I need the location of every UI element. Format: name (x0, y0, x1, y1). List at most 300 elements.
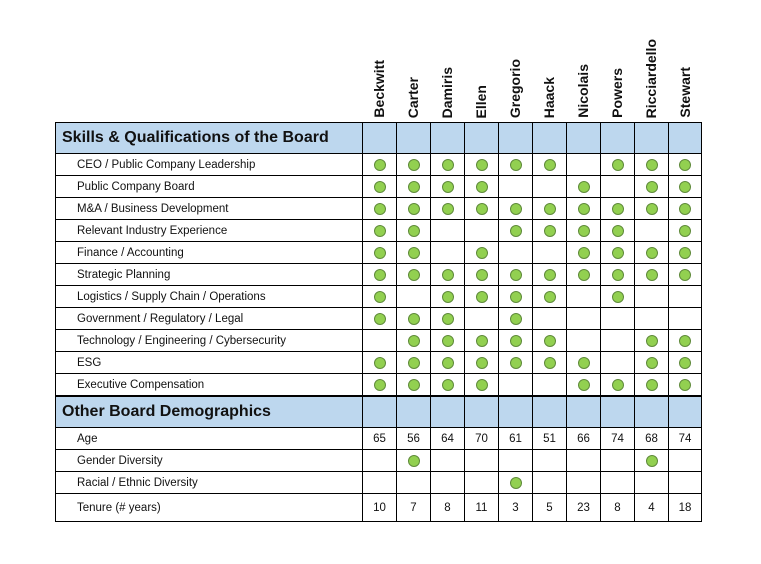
check-dot-icon (442, 269, 454, 281)
matrix-cell (634, 154, 668, 176)
cell-value: 5 (546, 501, 553, 514)
matrix-cell (532, 242, 566, 264)
row-label: Age (55, 428, 362, 450)
check-dot-icon (408, 159, 420, 171)
director-name: Damiris (439, 66, 455, 118)
matrix-cell (396, 198, 430, 220)
matrix-cell (362, 154, 396, 176)
matrix-cell (362, 286, 396, 308)
matrix-cell (362, 494, 396, 522)
matrix-cell (464, 308, 498, 330)
check-dot-icon (510, 313, 522, 325)
check-dot-icon (476, 291, 488, 303)
director-name-header (566, 0, 600, 122)
matrix-cell (464, 330, 498, 352)
section-header-cell (668, 122, 702, 154)
matrix-cell (464, 198, 498, 220)
matrix-cell (532, 154, 566, 176)
matrix-cell (532, 494, 566, 522)
matrix-cell (430, 220, 464, 242)
check-dot-icon (374, 203, 386, 215)
director-name-header (532, 0, 566, 122)
check-dot-icon (408, 455, 420, 467)
check-dot-icon (476, 357, 488, 369)
section-header-cell (362, 396, 396, 428)
matrix-cell (362, 450, 396, 472)
matrix-cell (362, 330, 396, 352)
matrix-cell (566, 472, 600, 494)
row-label: Strategic Planning (55, 264, 362, 286)
matrix-cell (566, 308, 600, 330)
matrix-cell (566, 450, 600, 472)
matrix-cell (634, 242, 668, 264)
matrix-cell (600, 308, 634, 330)
cell-value: 74 (678, 432, 692, 445)
matrix-cell (566, 264, 600, 286)
check-dot-icon (374, 181, 386, 193)
matrix-cell (396, 220, 430, 242)
matrix-cell (668, 374, 702, 396)
matrix-cell (600, 198, 634, 220)
check-dot-icon (408, 379, 420, 391)
matrix-row (55, 472, 702, 494)
check-dot-icon (408, 335, 420, 347)
matrix-cell (396, 494, 430, 522)
check-dot-icon (476, 203, 488, 215)
matrix-cell (464, 154, 498, 176)
matrix-cell (464, 494, 498, 522)
matrix-cell (498, 330, 532, 352)
check-dot-icon (612, 159, 624, 171)
check-dot-icon (476, 379, 488, 391)
matrix-cell (396, 286, 430, 308)
director-name-header-row (55, 0, 702, 122)
matrix-cell (498, 472, 532, 494)
check-dot-icon (442, 291, 454, 303)
matrix-cell (430, 286, 464, 308)
matrix-cell (464, 352, 498, 374)
check-dot-icon (476, 181, 488, 193)
matrix-cell (362, 176, 396, 198)
section-header-cell (600, 122, 634, 154)
matrix-cell (396, 374, 430, 396)
check-dot-icon (374, 379, 386, 391)
check-dot-icon (374, 357, 386, 369)
check-dot-icon (679, 247, 691, 259)
matrix-cell (498, 494, 532, 522)
matrix-row (55, 242, 702, 264)
matrix-cell (634, 308, 668, 330)
matrix-body (55, 122, 702, 522)
check-dot-icon (612, 247, 624, 259)
check-dot-icon (510, 269, 522, 281)
matrix-cell (464, 176, 498, 198)
matrix-cell (498, 176, 532, 198)
row-label: CEO / Public Company Leadership (55, 154, 362, 176)
check-dot-icon (578, 225, 590, 237)
director-name: Ellen (473, 84, 489, 118)
matrix-cell (668, 308, 702, 330)
check-dot-icon (476, 335, 488, 347)
row-label: Gender Diversity (55, 450, 362, 472)
cell-value: 70 (475, 432, 488, 445)
matrix-cell (362, 472, 396, 494)
matrix-cell (430, 154, 464, 176)
matrix-cell (532, 176, 566, 198)
matrix-cell (668, 352, 702, 374)
check-dot-icon (510, 335, 522, 347)
matrix-cell (464, 286, 498, 308)
matrix-cell (464, 450, 498, 472)
matrix-cell (600, 242, 634, 264)
matrix-cell (498, 154, 532, 176)
matrix-cell (600, 176, 634, 198)
director-name-header (362, 0, 396, 122)
matrix-cell (634, 330, 668, 352)
row-label: Public Company Board (55, 176, 362, 198)
cell-value: 10 (373, 501, 386, 514)
check-dot-icon (679, 181, 691, 193)
check-dot-icon (408, 357, 420, 369)
check-dot-icon (646, 181, 658, 193)
matrix-cell (362, 428, 396, 450)
matrix-cell (566, 242, 600, 264)
matrix-cell (532, 308, 566, 330)
matrix-cell (396, 242, 430, 264)
matrix-cell (532, 352, 566, 374)
row-label: M&A / Business Development (55, 198, 362, 220)
matrix-cell (634, 286, 668, 308)
matrix-cell (566, 352, 600, 374)
director-name: Gregorio (507, 58, 523, 118)
matrix-cell (634, 472, 668, 494)
director-name: Beckwitt (371, 60, 387, 118)
section-header-cell (634, 396, 668, 428)
matrix-cell (464, 264, 498, 286)
section-header-row (55, 122, 702, 154)
matrix-row (55, 176, 702, 198)
matrix-cell (532, 264, 566, 286)
matrix-cell (600, 428, 634, 450)
check-dot-icon (679, 269, 691, 281)
matrix-cell (396, 308, 430, 330)
check-dot-icon (374, 225, 386, 237)
director-name-header (498, 0, 532, 122)
matrix-cell (498, 242, 532, 264)
matrix-cell (600, 264, 634, 286)
matrix-cell (634, 176, 668, 198)
row-label: Logistics / Supply Chain / Operations (55, 286, 362, 308)
matrix-cell (362, 352, 396, 374)
matrix-cell (566, 374, 600, 396)
cell-value: 8 (614, 501, 621, 514)
matrix-cell (532, 374, 566, 396)
matrix-cell (430, 308, 464, 330)
section-header-cell (498, 396, 532, 428)
matrix-cell (600, 494, 634, 522)
matrix-cell (430, 176, 464, 198)
row-label: ESG (55, 352, 362, 374)
row-label: Government / Regulatory / Legal (55, 308, 362, 330)
matrix-cell (498, 450, 532, 472)
cell-value: 23 (577, 501, 590, 514)
matrix-cell (634, 428, 668, 450)
director-name-header (668, 0, 702, 122)
matrix-cell (668, 494, 702, 522)
matrix-cell (668, 220, 702, 242)
matrix-cell (498, 374, 532, 396)
check-dot-icon (646, 269, 658, 281)
check-dot-icon (510, 357, 522, 369)
check-dot-icon (442, 379, 454, 391)
matrix-cell (498, 264, 532, 286)
cell-value: 56 (407, 432, 420, 445)
matrix-cell (600, 286, 634, 308)
director-name-header (430, 0, 464, 122)
cell-value: 11 (475, 501, 488, 514)
cell-value: 68 (645, 432, 658, 445)
check-dot-icon (578, 203, 590, 215)
check-dot-icon (612, 203, 624, 215)
section-header-cell (566, 122, 600, 154)
check-dot-icon (578, 269, 590, 281)
section-header-cell (668, 396, 702, 428)
check-dot-icon (544, 335, 556, 347)
matrix-cell (430, 264, 464, 286)
check-dot-icon (612, 269, 624, 281)
matrix-cell (362, 198, 396, 220)
matrix-row (55, 330, 702, 352)
check-dot-icon (612, 225, 624, 237)
matrix-cell (600, 450, 634, 472)
check-dot-icon (578, 379, 590, 391)
matrix-cell (396, 428, 430, 450)
matrix-cell (464, 428, 498, 450)
check-dot-icon (612, 379, 624, 391)
cell-value: 74 (611, 432, 624, 445)
cell-value: 64 (441, 432, 454, 445)
matrix-cell (668, 450, 702, 472)
matrix-cell (600, 374, 634, 396)
section-header-cell (532, 396, 566, 428)
check-dot-icon (408, 225, 420, 237)
matrix-cell (498, 198, 532, 220)
matrix-cell (532, 330, 566, 352)
matrix-cell (566, 198, 600, 220)
check-dot-icon (374, 269, 386, 281)
matrix-cell (668, 154, 702, 176)
header-spacer (55, 0, 362, 122)
matrix-row (55, 428, 702, 450)
matrix-cell (532, 450, 566, 472)
check-dot-icon (646, 335, 658, 347)
section-header-cell (634, 122, 668, 154)
matrix-cell (498, 352, 532, 374)
matrix-cell (464, 374, 498, 396)
matrix-cell (362, 374, 396, 396)
section-header-cell (362, 122, 396, 154)
check-dot-icon (679, 159, 691, 171)
matrix-cell (668, 330, 702, 352)
matrix-cell (532, 220, 566, 242)
matrix-cell (566, 286, 600, 308)
matrix-row (55, 286, 702, 308)
matrix-cell (634, 352, 668, 374)
check-dot-icon (374, 291, 386, 303)
matrix-cell (532, 472, 566, 494)
check-dot-icon (510, 159, 522, 171)
matrix-cell (430, 472, 464, 494)
matrix-cell (464, 220, 498, 242)
matrix-cell (430, 242, 464, 264)
section-header-cell (430, 396, 464, 428)
matrix-row (55, 352, 702, 374)
cell-value: 4 (648, 501, 655, 514)
check-dot-icon (442, 335, 454, 347)
cell-value: 51 (543, 432, 556, 445)
matrix-row (55, 308, 702, 330)
check-dot-icon (646, 379, 658, 391)
check-dot-icon (510, 225, 522, 237)
matrix-cell (430, 352, 464, 374)
check-dot-icon (510, 477, 522, 489)
director-name: Stewart (677, 67, 693, 118)
director-name: Powers (609, 68, 625, 118)
section-header-cell (498, 122, 532, 154)
matrix-cell (362, 242, 396, 264)
check-dot-icon (510, 203, 522, 215)
section-header-cell (396, 122, 430, 154)
check-dot-icon (442, 159, 454, 171)
matrix-cell (362, 264, 396, 286)
check-dot-icon (442, 357, 454, 369)
check-dot-icon (442, 203, 454, 215)
matrix-cell (362, 308, 396, 330)
matrix-cell (396, 330, 430, 352)
check-dot-icon (510, 291, 522, 303)
matrix-cell (600, 352, 634, 374)
check-dot-icon (679, 379, 691, 391)
matrix-cell (668, 472, 702, 494)
check-dot-icon (679, 225, 691, 237)
check-dot-icon (408, 203, 420, 215)
matrix-cell (668, 198, 702, 220)
matrix-row (55, 264, 702, 286)
cell-value: 18 (678, 501, 692, 514)
matrix-cell (668, 286, 702, 308)
matrix-cell (396, 176, 430, 198)
matrix-cell (430, 374, 464, 396)
section-header-cell (396, 396, 430, 428)
cell-value: 61 (509, 432, 522, 445)
matrix-cell (668, 176, 702, 198)
director-name-header (396, 0, 430, 122)
matrix-cell (430, 198, 464, 220)
matrix-row (55, 154, 702, 176)
matrix-cell (498, 428, 532, 450)
matrix-cell (430, 428, 464, 450)
check-dot-icon (544, 159, 556, 171)
matrix-cell (396, 352, 430, 374)
check-dot-icon (679, 335, 691, 347)
check-dot-icon (646, 159, 658, 171)
matrix-cell (532, 198, 566, 220)
check-dot-icon (544, 291, 556, 303)
matrix-cell (532, 286, 566, 308)
matrix-cell (464, 242, 498, 264)
check-dot-icon (408, 269, 420, 281)
row-label: Racial / Ethnic Diversity (55, 472, 362, 494)
matrix-cell (668, 242, 702, 264)
matrix-cell (566, 494, 600, 522)
matrix-cell (362, 220, 396, 242)
check-dot-icon (374, 159, 386, 171)
matrix-cell (600, 220, 634, 242)
matrix-cell (634, 220, 668, 242)
board-skills-matrix (55, 0, 702, 522)
matrix-cell (566, 330, 600, 352)
check-dot-icon (408, 181, 420, 193)
matrix-cell (668, 428, 702, 450)
matrix-cell (498, 308, 532, 330)
check-dot-icon (578, 181, 590, 193)
check-dot-icon (646, 247, 658, 259)
row-label: Executive Compensation (55, 374, 362, 396)
matrix-cell (498, 286, 532, 308)
matrix-cell (634, 374, 668, 396)
matrix-cell (634, 450, 668, 472)
check-dot-icon (442, 313, 454, 325)
check-dot-icon (476, 247, 488, 259)
matrix-cell (634, 198, 668, 220)
section-title: Skills & Qualifications of the Board (55, 122, 362, 154)
matrix-cell (430, 494, 464, 522)
check-dot-icon (476, 269, 488, 281)
matrix-row (55, 220, 702, 242)
row-label: Relevant Industry Experience (55, 220, 362, 242)
matrix-cell (464, 472, 498, 494)
check-dot-icon (544, 269, 556, 281)
matrix-cell (668, 264, 702, 286)
matrix-cell (566, 176, 600, 198)
matrix-cell (396, 154, 430, 176)
matrix-row (55, 198, 702, 220)
matrix-cell (566, 428, 600, 450)
check-dot-icon (578, 357, 590, 369)
director-name: Haack (541, 76, 557, 118)
matrix-row (55, 374, 702, 396)
matrix-row (55, 450, 702, 472)
check-dot-icon (679, 203, 691, 215)
check-dot-icon (544, 357, 556, 369)
section-header-cell (566, 396, 600, 428)
matrix-cell (430, 450, 464, 472)
row-label: Finance / Accounting (55, 242, 362, 264)
matrix-cell (430, 330, 464, 352)
matrix-cell (396, 264, 430, 286)
check-dot-icon (646, 203, 658, 215)
check-dot-icon (408, 247, 420, 259)
director-name-header (634, 0, 668, 122)
matrix-cell (566, 220, 600, 242)
section-header-row (55, 396, 702, 428)
check-dot-icon (374, 313, 386, 325)
matrix-cell (532, 428, 566, 450)
director-name: Carter (405, 76, 421, 118)
row-label: Technology / Engineering / Cybersecurity (55, 330, 362, 352)
check-dot-icon (544, 225, 556, 237)
check-dot-icon (578, 247, 590, 259)
